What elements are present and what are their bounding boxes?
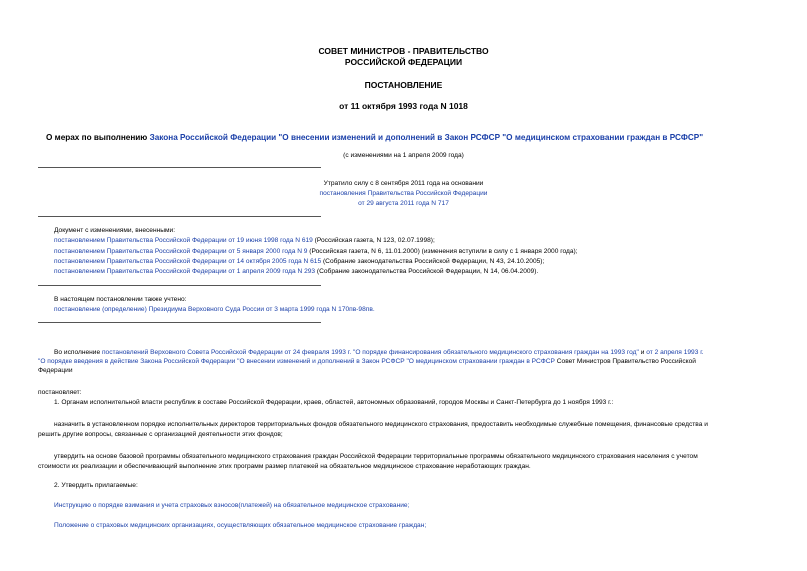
doc-title xyxy=(46,133,703,142)
org-name-line1: СОВЕТ МИНИСТРОВ - ПРАВИТЕЛЬСТВО xyxy=(318,46,489,56)
paragraph-1a-line2: решить другие вопросы, связанные с организацией деятельности этих фондов; xyxy=(38,431,283,438)
changes-item-source: (Российская газета, N 123, 02.07.1998); xyxy=(312,237,435,244)
changes-item-source: (Российская газета, N 6, 11.01.2000) (изменения вступили в силу с 1 января 2000 года); xyxy=(307,248,578,255)
preamble-text: Совет Министров Правительство Российской xyxy=(554,358,696,365)
changes-item xyxy=(54,268,538,275)
preamble-link2[interactable]: от 2 апреля 1993 г. xyxy=(646,349,704,356)
doc-title-law-link[interactable]: Закона Российской Федерации "О внесении изменений и дополнений в Закон РСФСР "О медицинском страховании граждан в РСФСР" xyxy=(149,133,704,142)
changes-item-link[interactable]: постановлением Правительства Российской Федерации от 1 апреля 2009 года N 293 xyxy=(54,268,316,275)
changes-item-source: (Собрание законодательства Российской Федерации, N 43, 24.10.2005); xyxy=(321,258,545,265)
paragraph-1b-line1: утвердить на основе базовой программы обязательного медицинского страхования граждан Российской Федерации территориальные программы обязательного медицинского страхования населения с учетом xyxy=(54,453,698,460)
changes-item-source: (Собрание законодательства Российской Федерации, N 14, 06.04.2009). xyxy=(315,268,539,275)
doc-type: ПОСТАНОВЛЕНИЕ xyxy=(364,80,443,90)
preamble-text: и xyxy=(638,349,647,356)
paragraph-1a-line1: назначить в установленном порядке исполнительных директоров территориальных фондов обязательного медицинского страхования, предоставить необходимые служебные помещения, финансовые средства и xyxy=(54,421,708,428)
divider xyxy=(38,285,321,286)
paragraph-2: 2. Утвердить прилагаемые: xyxy=(54,482,138,489)
divider xyxy=(38,216,321,217)
changes-item xyxy=(54,237,435,244)
changes-item xyxy=(54,248,578,255)
changes-item-link[interactable]: постановлением Правительства Российской Федерации от 19 июня 1998 года N 619 xyxy=(54,237,313,244)
annex-link-instruction[interactable]: Инструкцию о порядке взимания и учета страховых взносов(платежей) на обязательное медицинское страхование; xyxy=(54,502,410,509)
repeal-link-line1[interactable]: постановления Правительства Российской Федерации xyxy=(319,190,488,197)
preamble-text: Во исполнение xyxy=(54,349,102,356)
annex-link-regulation[interactable]: Положение о страховых медицинских организациях, осуществляющих обязательное медицинское страхование граждан; xyxy=(54,522,427,529)
considered-link[interactable]: постановление (определение) Президиума Верховного Суда России от 3 марта 1999 года N 170пв-98пв. xyxy=(54,306,375,313)
considered-heading: В настоящем постановлении также учтено: xyxy=(54,296,187,303)
divider xyxy=(38,322,321,323)
preamble-link2-cont[interactable]: "О порядке введения в действие Закона Российской Федерации "О внесении изменений и дополнений в Закон РСФСР "О медицинском страховании граждан в РСФСР xyxy=(38,358,555,365)
org-name-line2: РОССИЙСКОЙ ФЕДЕРАЦИИ xyxy=(344,57,463,67)
preamble-line3: Федерации xyxy=(38,367,73,374)
preamble-line2 xyxy=(38,357,696,367)
changes-heading: Документ с изменениями, внесенными: xyxy=(54,227,176,234)
paragraph-1: 1. Органам исполнительной власти республик в составе Российской Федерации, краев, областей, автономных образований, городов Москвы и Санкт-Петербурга до 1 ноября 1993 г.: xyxy=(54,399,614,406)
changes-item xyxy=(54,258,544,265)
changes-item-link[interactable]: постановлением Правительства Российской Федерации от 14 октября 2005 года N 615 xyxy=(54,258,322,265)
changes-item-link[interactable]: постановлением Правительства Российской Федерации от 5 января 2000 года N 9 xyxy=(54,248,308,255)
doc-date-number: от 11 октября 1993 года N 1018 xyxy=(339,101,468,111)
paragraph-1b-line2: стоимости их реализации и обеспечивающий выполнение этих программ размер платежей на обязательное медицинское страхование неработающих граждан. xyxy=(38,463,531,470)
resolves-word: постановляет: xyxy=(38,389,82,396)
doc-title-prefix: О мерах по выполнению xyxy=(46,133,150,142)
amended-note: (с изменениями на 1 апреля 2009 года) xyxy=(343,152,464,159)
repeal-note: Утратило силу с 8 сентября 2011 года на основании xyxy=(323,180,484,187)
preamble-link1[interactable]: постановлений Верховного Совета Российской Федерации от 24 февраля 1993 г. "О порядке финансирования обязательного медицинского страхования граждан на 1993 год" xyxy=(101,349,639,356)
repeal-link-line2[interactable]: от 29 августа 2011 года N 717 xyxy=(358,200,449,207)
divider xyxy=(38,167,321,168)
